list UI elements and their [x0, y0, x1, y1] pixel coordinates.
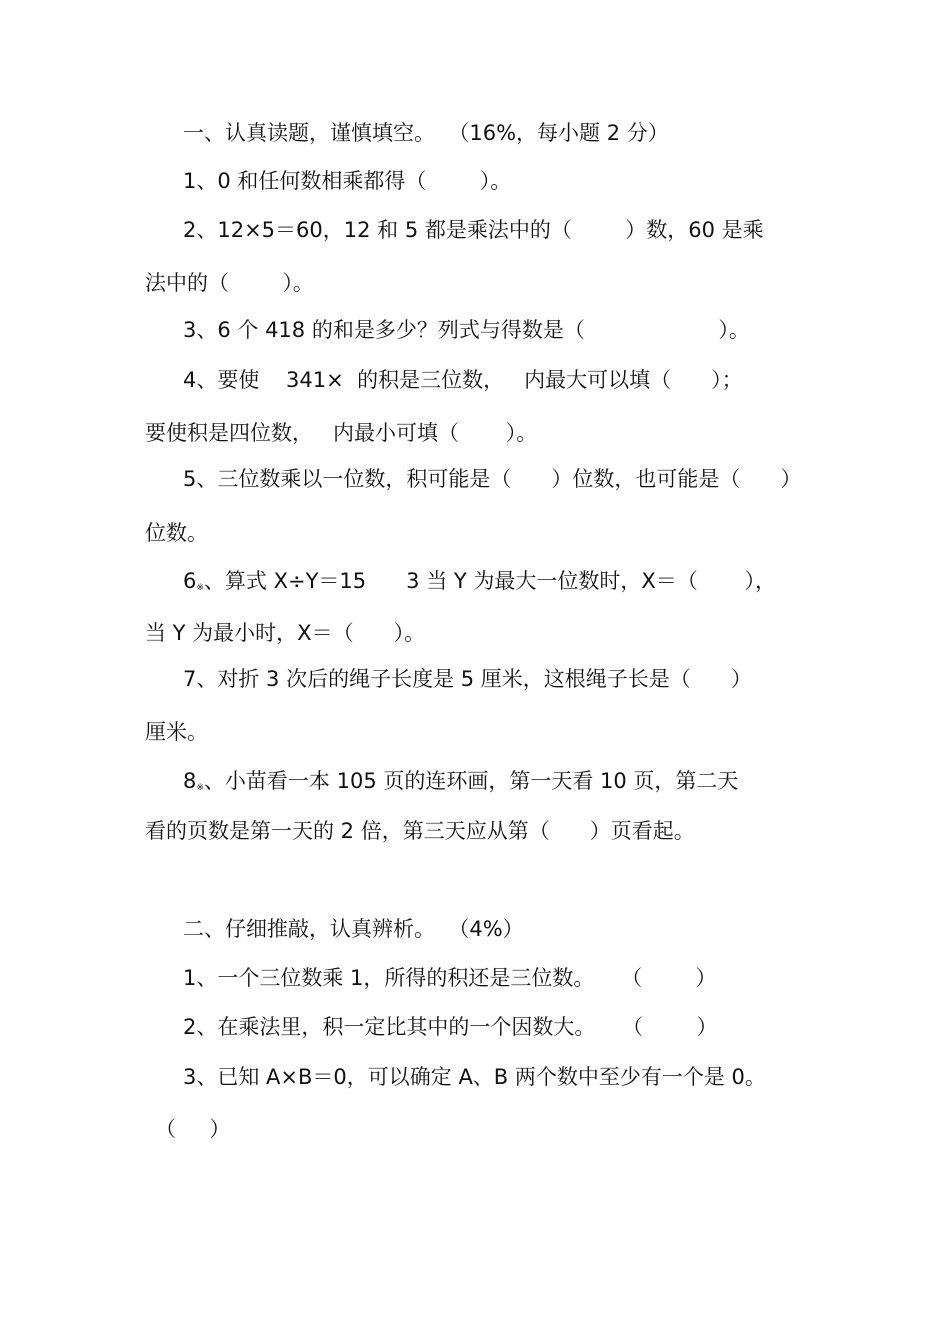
- question-2-line2: 法中的（ ）。: [145, 271, 314, 295]
- question-8-mark: ※: [196, 783, 204, 793]
- section2-heading: 二、仔细推敲，认真辨析。 （4%）: [183, 917, 524, 941]
- question-1: 1、0 和任何数相乘都得（ ）。: [183, 169, 512, 193]
- question-8-number: 8: [183, 769, 197, 793]
- question-8-line1: [183, 766, 738, 803]
- question-4-line1: 4、要使 341× 的积是三位数， 内最大可以填（ ）；: [183, 368, 743, 392]
- judge-question-1: 1、一个三位数乘 1，所得的积还是三位数。 （ ）: [183, 966, 717, 990]
- question-3: 3、6 个 418 的和是多少？列式与得数是（ ）。: [183, 318, 750, 342]
- judge-question-2: 2、在乘法里，积一定比其中的一个因数大。 （ ）: [183, 1015, 718, 1039]
- question-5-line1: 5、三位数乘以一位数，积可能是（ ）位数，也可能是（ ）: [183, 467, 802, 491]
- question-8-line2: 看的页数是第一天的 2 倍，第三天应从第（ ）页看起。: [145, 819, 695, 843]
- question-2-line1: 2、12×5＝60，12 和 5 都是乘法中的（ ）数，60 是乘: [183, 218, 764, 242]
- question-5-line2: 位数。: [145, 521, 208, 545]
- question-7-line1: 7、对折 3 次后的绳子长度是 5 厘米，这根绳子长是（ ）: [183, 667, 752, 691]
- judge-question-3-line2: （ ）: [155, 1117, 231, 1141]
- judge-question-3-line1: 3、已知 A×B＝0，可以确定 A、B 两个数中至少有一个是 0。: [183, 1065, 766, 1089]
- question-6-number: 6: [183, 569, 197, 593]
- question-8-text: 、小苗看一本 105 页的连环画，第一天看 10 页，第二天: [203, 769, 739, 793]
- question-4-line2: 要使积是四位数， 内最小可填（ ）。: [145, 421, 538, 445]
- question-6-mark: ※: [196, 583, 204, 593]
- question-7-line2: 厘米。: [145, 720, 208, 744]
- section1-heading: 一、认真读题，谨慎填空。 （16%，每小题 2 分）: [183, 121, 669, 145]
- question-6-line2: 当 Y 为最小时，X＝（ ）。: [145, 621, 426, 645]
- question-6-line1: [183, 566, 776, 603]
- question-6-text: 、算式 X÷Y＝15 3 当 Y 为最大一位数时，X＝（ ），: [203, 569, 777, 593]
